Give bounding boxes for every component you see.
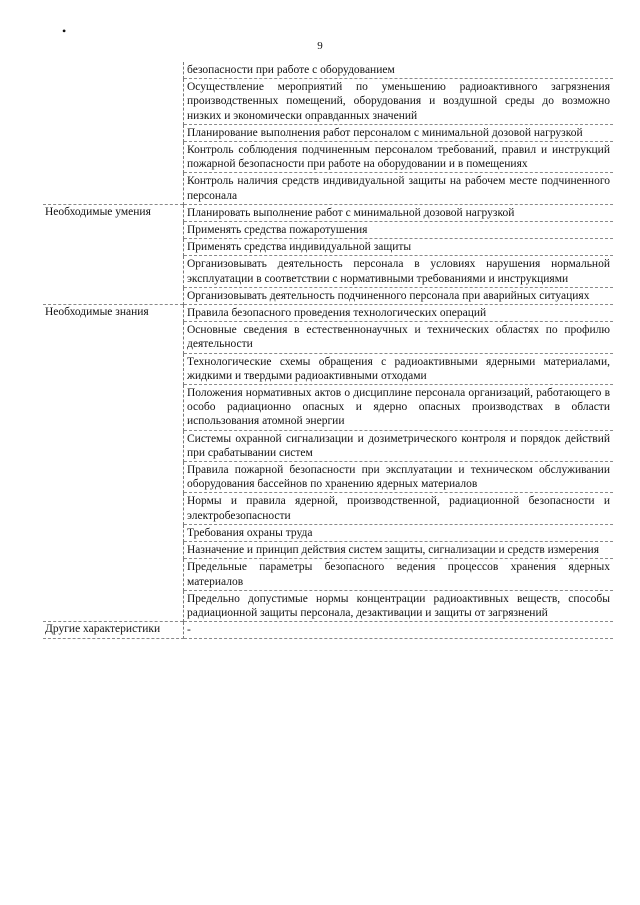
row-label <box>43 385 184 431</box>
row-text: Назначение и принцип действия систем защиты, сигнализации и средств измерения <box>184 542 614 559</box>
row-label <box>43 322 184 353</box>
row-text: Применять средства пожаротушения <box>184 222 614 239</box>
row-text: безопасности при работе с оборудованием <box>184 62 614 79</box>
row-text: Нормы и правила ядерной, производственной, радиационной безопасности и электробезопасности <box>184 493 614 524</box>
row-text: - <box>184 622 614 639</box>
row-label <box>43 173 184 204</box>
row-label <box>43 79 184 125</box>
row-label <box>43 256 184 287</box>
row-label <box>43 287 184 304</box>
row-text: Применять средства индивидуальной защиты <box>184 239 614 256</box>
table-row <box>43 305 613 322</box>
row-label <box>43 124 184 141</box>
table-row <box>43 590 613 621</box>
row-label <box>43 239 184 256</box>
table-row <box>43 256 613 287</box>
table-row <box>43 142 613 173</box>
row-label <box>43 222 184 239</box>
table-row <box>43 524 613 541</box>
row-label <box>43 353 184 384</box>
row-text: Предельно допустимые нормы концентрации радиоактивных веществ, способы радиационной защиты персонала, дезактивации и защиты от загрязнений <box>184 590 614 621</box>
table-row <box>43 430 613 461</box>
row-label: Необходимые знания <box>43 305 184 322</box>
table-row <box>43 239 613 256</box>
row-label <box>43 590 184 621</box>
table-body <box>43 62 613 639</box>
table-row <box>43 322 613 353</box>
table-row <box>43 493 613 524</box>
row-label <box>43 142 184 173</box>
row-text: Технологические схемы обращения с радиоактивными ядерными материалами, жидкими и твердыми радиоактивными отходами <box>184 353 614 384</box>
row-text: Организовывать деятельность персонала в условиях нарушения нормальной эксплуатации в соответствии с нормативными требованиями и инструкциями <box>184 256 614 287</box>
row-label: Другие характеристики <box>43 622 184 639</box>
table-row <box>43 385 613 431</box>
page-number: 9 <box>317 40 323 52</box>
row-label <box>43 493 184 524</box>
requirements-table <box>43 62 613 639</box>
table-row <box>43 353 613 384</box>
table-row <box>43 462 613 493</box>
row-text: Осуществление мероприятий по уменьшению радиоактивного загрязнения производственных помещений, оборудования и воздушной среды до возможно низких и экономически оправданных значений <box>184 79 614 125</box>
row-text: Контроль соблюдения подчиненным персоналом требований, правил и инструкций пожарной безопасности при работе на оборудовании и в помещениях <box>184 142 614 173</box>
row-text: Планировать выполнение работ с минимальной дозовой нагрузкой <box>184 204 614 221</box>
row-label: Необходимые умения <box>43 204 184 221</box>
row-text: Системы охранной сигнализации и дозиметрического контроля и порядок действий при срабатывании систем <box>184 430 614 461</box>
row-label <box>43 430 184 461</box>
row-label <box>43 559 184 590</box>
table-row <box>43 173 613 204</box>
table-row <box>43 287 613 304</box>
row-text: Правила безопасного проведения технологических операций <box>184 305 614 322</box>
row-text: Положения нормативных актов о дисциплине персонала организаций, работающего в особо радиационно опасных и ядерно опасных производствах в области использования атомной энергии <box>184 385 614 431</box>
row-text: Организовывать деятельность подчиненного персонала при аварийных ситуациях <box>184 287 614 304</box>
row-label <box>43 524 184 541</box>
row-text: Планирование выполнения работ персоналом с минимальной дозовой нагрузкой <box>184 124 614 141</box>
table-row <box>43 62 613 79</box>
row-label <box>43 462 184 493</box>
row-text: Требования охраны труда <box>184 524 614 541</box>
row-text: Правила пожарной безопасности при эксплуатации и техническом обслуживании оборудования бассейнов по хранению ядерных материалов <box>184 462 614 493</box>
table-row <box>43 542 613 559</box>
table-row <box>43 124 613 141</box>
row-text: Предельные параметры безопасного ведения процессов хранения ядерных материалов <box>184 559 614 590</box>
table-row <box>43 204 613 221</box>
table-row <box>43 559 613 590</box>
row-text: Контроль наличия средств индивидуальной защиты на рабочем месте подчиненного персонала <box>184 173 614 204</box>
row-text: Основные сведения в естественнонаучных и технических областях по профилю деятельности <box>184 322 614 353</box>
table-row <box>43 79 613 125</box>
row-label <box>43 542 184 559</box>
table-row <box>43 622 613 639</box>
table-row <box>43 222 613 239</box>
bullet-mark: • <box>62 24 67 38</box>
row-label <box>43 62 184 79</box>
